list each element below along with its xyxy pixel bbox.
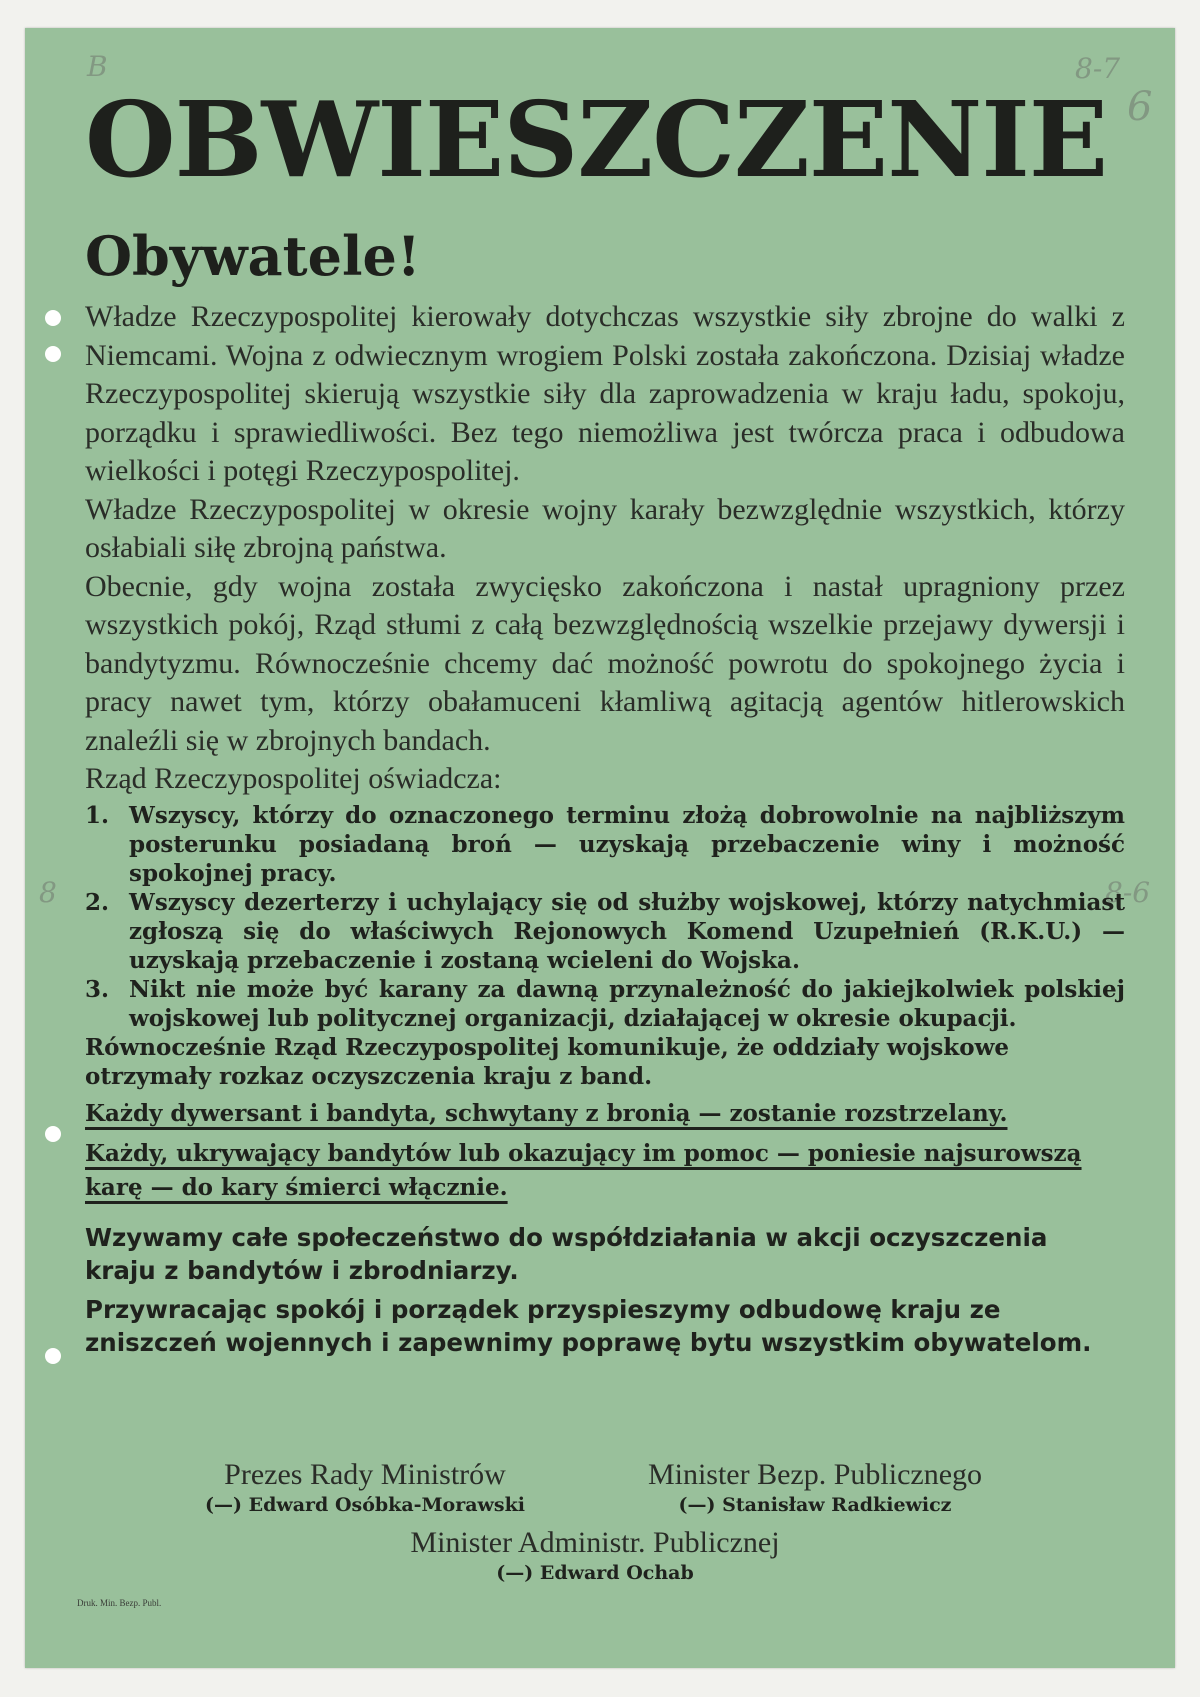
- pencil-mark: 8-6: [1105, 876, 1151, 909]
- signature-name: (—) Stanisław Radkiewicz: [678, 1494, 952, 1516]
- declaration-list: [85, 801, 1125, 1033]
- signature-role: Prezes Rady Ministrów: [224, 1458, 506, 1491]
- list-number: 3.: [85, 975, 110, 1003]
- list-text: Wszyscy, którzy do oznaczonego terminu złożą dobrowolnie na najbliższym posterunku posiadaną broń — uzyskają przebaczenie winy i możność spokojnej pracy.: [129, 801, 1125, 887]
- signature: [605, 1458, 1025, 1518]
- list-number: 2.: [85, 888, 110, 916]
- poster-content: [85, 78, 1125, 1359]
- paragraph: Rząd Rzeczypospolitej oświadcza:: [85, 762, 502, 795]
- pencil-mark: 6: [1127, 84, 1153, 130]
- pencil-mark: 8-7: [1075, 52, 1121, 85]
- paragraph: Władze Rzeczypospolitej w okresie wojny karały bezwzględnie wszystkich, którzy osłabiali siłę zbrojną państwa.: [85, 492, 1125, 564]
- signature-name: (—) Edward Ochab: [496, 1562, 694, 1584]
- pencil-mark: 8: [39, 876, 57, 909]
- signature-name: (—) Edward Osóbka-Morawski: [205, 1494, 525, 1516]
- signature: [155, 1458, 575, 1518]
- salutation: Obywatele!: [85, 224, 421, 288]
- announcement: Równocześnie Rząd Rzeczypospolitej komunikuje, że oddziały wojskowe otrzymały rozkaz oczyszczenia kraju z band.: [85, 1033, 1009, 1090]
- paragraph: Obecnie, gdy wojna została zwycięsko zakończona i nastał upragniony przez wszystkich pokój, Rząd stłumi z całą bezwzględnością wszelkie przejawy dywersji i bandytyzmu. Równocześnie chcemy dać możność powrotu do spokojnego życia i pracy nawet tym, którzy obałamuceni kłamliwą agitacją agentów hitlerowskich znaleźli się w zbrojnych bandach.: [85, 569, 1125, 757]
- list-item: [85, 801, 1125, 888]
- appeal-text: Przywracając spokój i porządek przyspieszymy odbudowę kraju ze zniszczeń wojennych i zapewnimy poprawę bytu wszystkim obywatelom.: [85, 1294, 1092, 1357]
- punch-hole: [45, 1348, 61, 1364]
- list-item: [85, 888, 1125, 975]
- appeal-text: Wzywamy całe społeczeństwo do współdziałania w akcji oczyszczenia kraju z bandytów i zbrodniarzy.: [85, 1222, 1048, 1285]
- list-item: [85, 975, 1125, 1033]
- pencil-mark: B: [87, 50, 108, 83]
- signature: [365, 1526, 825, 1586]
- poster-title: OBWIESZCZENIE: [85, 78, 1108, 201]
- list-text: Wszyscy dezerterzy i uchylający się od służby wojskowej, którzy natychmiast zgłoszą się do właściwych Rejonowych Komend Uzupełnień (R.K.U.) — uzyskają przebaczenie i zostaną wcieleni do Wojska.: [129, 888, 1125, 974]
- punch-hole: [45, 346, 61, 362]
- punch-hole: [45, 1126, 61, 1142]
- paragraph: Władze Rzeczypospolitej kierowały dotychczas wszystkie siły zbrojne do walki z Niemcami. Wojna z odwiecznym wrogiem Polski została zakończona. Dzisiaj władze Rzeczypospolitej skierują wszystkie siły dla zaprowadzenia w kraju ładu, spokoju, porządku i sprawiedliwości. Bez tego niemożliwa jest twórcza praca i odbudowa wielkości i potęgi Rzeczypospolitej.: [85, 300, 1125, 487]
- signature-role: Minister Bezp. Publicznego: [647, 1458, 983, 1491]
- list-text: Nikt nie może być karany za dawną przynależność do jakiejkolwiek polskiej wojskowej lub politycznej organizacji, działającej w okresie okupacji.: [129, 975, 1125, 1032]
- printer-imprint: Druk. Min. Bezp. Publ.: [77, 1598, 162, 1608]
- list-number: 1.: [85, 801, 110, 829]
- warning-text: Każdy dywersant i bandyta, schwytany z bronią — zostanie rozstrzelany.: [85, 1099, 1008, 1127]
- poster-sheet: [25, 28, 1175, 1668]
- signature-role: Minister Administr. Publicznej: [410, 1526, 780, 1559]
- warning-text: Każdy, ukrywający bandytów lub okazujący im pomoc — poniesie najsurowszą karę — do kary śmierci włącznie.: [85, 1139, 1082, 1201]
- punch-hole: [45, 310, 61, 326]
